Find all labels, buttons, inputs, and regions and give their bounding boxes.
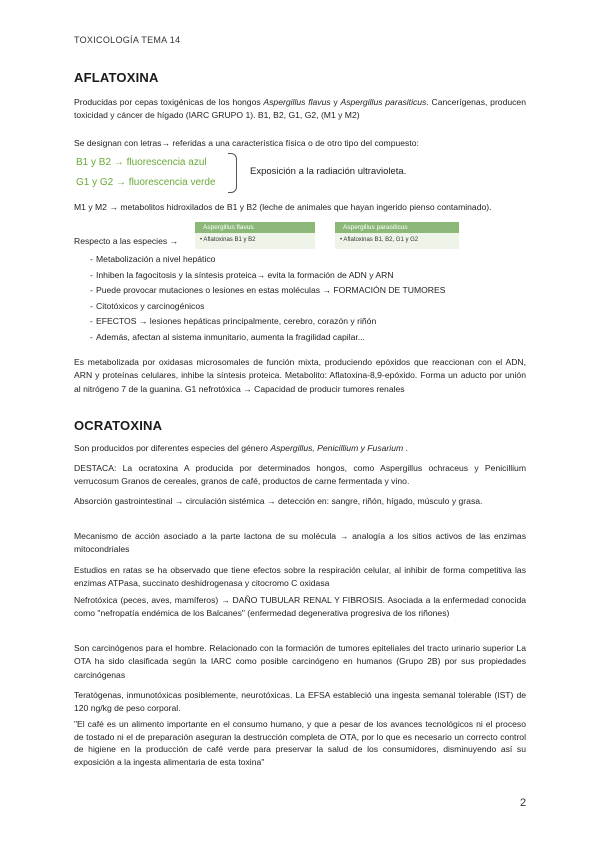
b1-b2-fluorescence: B1 y B2 → fluorescencia azul [76, 157, 207, 168]
aflatoxina-title: AFLATOXINA [74, 70, 159, 85]
absorption-paragraph: Absorción gastrointestinal → circulación sistémica → detección en: sangre, riñón, hígado, músculo y grasa. [74, 496, 483, 506]
ocratoxina-title: OCRATOXINA [74, 418, 163, 433]
designation-paragraph: Se designan con letras→ referidas a una característica física o de otro tipo del compuesto: [74, 138, 419, 148]
ocratoxina-intro: Son producidos por diferentes especies del género Aspergillus, Penicillium y Fusarium . [74, 443, 408, 453]
aflatoxina-intro: Producidas por cepas toxigénicas de los hongos Aspergillus flavus y Aspergillus parasiticus. Cancerígenas, producen toxicidad y cáncer de hígado (IARC GRUPO 1). B1, B2, G1, G2, (M1 y M2) [74, 97, 526, 121]
brace-bracket [228, 153, 237, 193]
species-box-parasiticus [335, 222, 459, 249]
coffee-quote: "El café es un alimento importante en el consumo humano, y que a pesar de los avances tecnológicos ni el proceso de tostado ni el de preparación aseguran la destrucción completa de OTA, por lo que es necesario un correcto control de higiene en la producción de café verde para preservar la salud de los consumidores, disminuyendo así su exposición a la ingesta alimentaria de esta toxina" [74, 719, 526, 767]
list-item: - Metabolización a nivel hepático [74, 252, 526, 268]
g1-g2-fluorescence: G1 y G2 → fluorescencia verde [76, 177, 216, 188]
species-box-flavus [195, 222, 315, 249]
teratogen-paragraph: Teratógenas, inmunotóxicas posiblemente, neurotóxicas. La EFSA estableció una ingesta semanal tolerable (IST) de 120 ng/kg de peso corporal. [74, 690, 526, 714]
list-item: - Citotóxicos y carcinogénicos [74, 299, 526, 315]
page-number: 2 [520, 797, 527, 809]
m1-m2-paragraph: M1 y M2 → metabolitos hidroxilados de B1 y B2 (leche de animales que hayan ingerido pienso contaminado). [74, 202, 492, 212]
running-header: TOXICOLOGÍA TEMA 14 [74, 35, 181, 45]
especies-label: Respecto a las especies → [74, 236, 179, 246]
list-item: - EFECTOS → lesiones hepáticas principalmente, cerebro, corazón y riñón [74, 314, 526, 330]
mechanism-paragraph: Mecanismo de acción asociado a la parte lactona de su molécula → analogía a los sitios activos de las enzimas mitocondriales [74, 531, 526, 555]
list-item: - Además, afectan al sistema inmunitario, aumenta la fragilidad capilar... [74, 330, 526, 346]
uv-exposure-label: Exposición a la radiación ultravioleta. [250, 166, 407, 177]
carcinogen-paragraph: Son carcinógenos para el hombre. Relacionado con la formación de tumores epiteliales del tracto urinario superior La OTA ha sido clasificada según la IARC como posible carcinógeno en humanos (Grupo 2B) por sus propiedades carcinógenas [74, 643, 526, 680]
rat-studies-paragraph: Estudios en ratas se ha observado que tiene efectos sobre la respiración celular, al inhibir de forma competitiva las enzimas ATPasa, succinato deshidrogenasa y citocromo C oxidasa [74, 565, 526, 589]
metabolism-paragraph: Es metabolizada por oxidasas microsomales de función mixta, produciendo epóxidos que reaccionan con el ADN, ARN y proteínas celulares, inhibe la síntesis proteica. Metabolito: Aflatoxina-8,9-epóxido. Forma un aducto por unión al nitrógeno 7 de la guanina. G1 nefrotóxica → Capacidad de producir tumores renales [74, 357, 526, 394]
effects-list [74, 252, 526, 345]
species-box-body: • Aflatoxinas B1 y B2 [200, 237, 256, 243]
species-box-header: Aspergillus parasiticus [335, 222, 459, 233]
species-box-header: Aspergillus flavus [195, 222, 315, 233]
destaca-paragraph: DESTACA: La ocratoxina A producida por determinados hongos, como Aspergillus ochraceus y Penicillium verrucosum Granos de cereales, granos de café, productos de carne fermentada y vino. [74, 463, 526, 487]
species-box-body: • Aflatoxinas B1, B2, G1 y G2 [340, 237, 419, 243]
list-item: - Puede provocar mutaciones o lesiones en estas moléculas → FORMACIÓN DE TUMORES [74, 283, 526, 299]
nephrotoxic-paragraph: Nefrotóxica (peces, aves, mamíferos) → DAÑO TUBULAR RENAL Y FIBROSIS. Asociada a la enfermedad conocida como "nefropatía endémica de los Balcanes" (enfermedad degenerativa progresiva de los riñones) [74, 595, 526, 619]
list-item: - Inhiben la fagocitosis y la síntesis proteica→ evita la formación de ADN y ARN [74, 268, 526, 284]
